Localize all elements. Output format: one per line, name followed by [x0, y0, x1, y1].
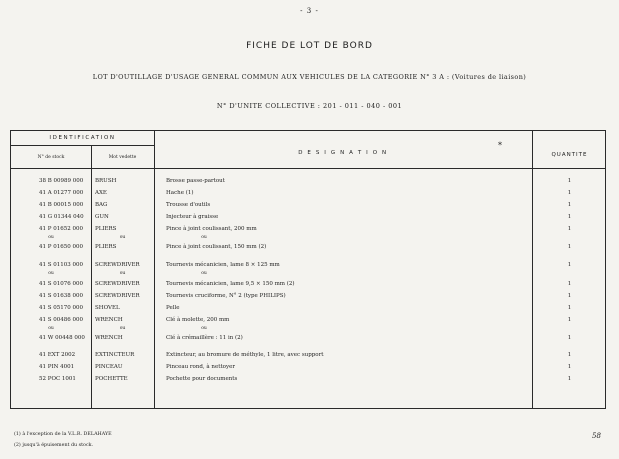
- designation-cell: Trousse d'outils: [166, 202, 211, 208]
- header-key-word: Mot vedette: [108, 155, 137, 160]
- or-label: ou: [48, 326, 54, 331]
- key-word-cell: EXTINCTEUR: [95, 352, 135, 358]
- quantity-cell: 1: [567, 335, 572, 341]
- or-label: ou: [119, 235, 126, 240]
- designation-cell: Tournevis mécanicien, lame 8 × 125 mm: [166, 262, 280, 268]
- designation-cell: Pinceau rond, à nettoyer: [166, 364, 235, 370]
- header-designation: D E S I G N A T I O N: [298, 150, 388, 156]
- row-divider: [11, 168, 605, 169]
- key-word-cell: BRUSH: [95, 178, 117, 184]
- key-word-cell: POCHETTE: [95, 376, 128, 382]
- page-number: - 3 -: [300, 7, 319, 15]
- row-divider: [11, 145, 154, 146]
- stock-number-cell: 41 A 01277 000: [39, 190, 84, 196]
- stock-number-cell: 41 S 01638 000: [39, 293, 84, 299]
- stock-number-cell: 38 B 00989 000: [39, 178, 84, 184]
- key-word-cell: SCREWDRIVER: [95, 293, 140, 299]
- key-word-cell: WRENCH: [95, 335, 123, 341]
- or-label: ou: [201, 326, 207, 331]
- quantity-cell: 1: [567, 317, 572, 323]
- header-identification: IDENTIFICATION: [49, 135, 116, 141]
- designation-cell: Pelle: [166, 305, 180, 311]
- designation-cell: Tournevis mécanicien, lame 9,5 × 150 mm (2): [166, 281, 295, 287]
- stock-number-cell: 41 S 00486 000: [39, 317, 84, 323]
- unit-number-line: N° D'UNITE COLLECTIVE : 201 - 011 - 040 - 001: [216, 102, 403, 110]
- key-word-cell: BAG: [95, 202, 108, 208]
- stock-number-cell: 41 S 01076 000: [39, 281, 84, 287]
- designation-cell: Pince à joint coulissant, 150 mm (2): [166, 244, 267, 250]
- key-word-cell: AXE: [95, 190, 107, 196]
- key-word-cell: SCREWDRIVER: [95, 281, 140, 287]
- or-label: ou: [48, 235, 54, 240]
- inventory-table: [10, 130, 606, 409]
- key-word-cell: SCREWDRIVER: [95, 262, 140, 268]
- or-label: ou: [48, 271, 54, 276]
- designation-cell: Pince à joint coulissant, 200 mm: [166, 226, 257, 232]
- stock-number-cell: 41 P 01650 000: [39, 244, 83, 250]
- column-divider: [154, 131, 155, 408]
- or-label: ou: [119, 271, 126, 276]
- quantity-cell: 1: [567, 190, 572, 196]
- key-word-cell: SHOVEL: [95, 305, 120, 311]
- footnote-2: (2) jusqu'à épuisement du stock.: [14, 443, 94, 448]
- footnote-1: (1) à l'exception de la V.L.R. DELAHAYE: [14, 432, 112, 437]
- asterisk-mark: *: [498, 141, 502, 150]
- quantity-cell: 1: [567, 226, 572, 232]
- quantity-cell: 1: [567, 202, 572, 208]
- stock-number-cell: 41 G 01344 040: [39, 214, 84, 220]
- designation-cell: Extincteur, au bromure de méthyle, 1 litre, avec support: [166, 352, 324, 358]
- quantity-cell: 1: [567, 244, 572, 250]
- key-word-cell: PLIERS: [95, 226, 117, 232]
- page-title: FICHE DE LOT DE BORD: [246, 41, 373, 51]
- stock-number-cell: 41 W 00448 000: [39, 335, 85, 341]
- designation-cell: Tournevis cruciforme, N° 2 (type PHILIPS): [166, 293, 286, 299]
- designation-cell: Pochette pour documents: [166, 376, 238, 382]
- key-word-cell: WRENCH: [95, 317, 123, 323]
- stock-number-cell: 52 POC 1001: [39, 376, 76, 382]
- quantity-cell: 1: [567, 305, 572, 311]
- header-quantity: QUANTITE: [551, 152, 588, 158]
- quantity-cell: 1: [567, 178, 572, 184]
- quantity-cell: 1: [567, 364, 572, 370]
- stock-number-cell: 41 EXT 2002: [39, 352, 76, 358]
- designation-cell: Brosse passe-partout: [166, 178, 225, 184]
- designation-cell: Clé à crémaillère : 11 in (2): [166, 335, 243, 341]
- stock-number-cell: 41 PIN 4001: [39, 364, 75, 370]
- subtitle: LOT D'OUTILLAGE D'USAGE GENERAL COMMUN AUX VEHICULES DE LA CATEGORIE N° 3 A : (Voitures de liaison): [92, 73, 527, 81]
- quantity-cell: 1: [567, 262, 572, 268]
- header-stock-number: N° de stock: [37, 155, 65, 160]
- stock-number-cell: 41 B 00015 000: [39, 202, 84, 208]
- stock-number-cell: 41 S 05170 000: [39, 305, 84, 311]
- column-divider: [91, 145, 92, 408]
- or-label: ou: [201, 271, 207, 276]
- designation-cell: Hache (1): [166, 190, 194, 196]
- handwritten-signature: 58: [592, 432, 601, 440]
- key-word-cell: PINCEAU: [95, 364, 123, 370]
- quantity-cell: 1: [567, 352, 572, 358]
- key-word-cell: PLIERS: [95, 244, 117, 250]
- designation-cell: Clé à molette, 200 mm: [166, 317, 230, 323]
- or-label: ou: [119, 326, 126, 331]
- stock-number-cell: 41 P 01652 000: [39, 226, 83, 232]
- designation-cell: Injecteur à graisse: [166, 214, 219, 220]
- quantity-cell: 1: [567, 293, 572, 299]
- quantity-cell: 1: [567, 214, 572, 220]
- quantity-cell: 1: [567, 281, 572, 287]
- or-label: ou: [201, 235, 207, 240]
- key-word-cell: GUN: [95, 214, 109, 220]
- quantity-cell: 1: [567, 376, 572, 382]
- stock-number-cell: 41 S 01103 000: [39, 262, 84, 268]
